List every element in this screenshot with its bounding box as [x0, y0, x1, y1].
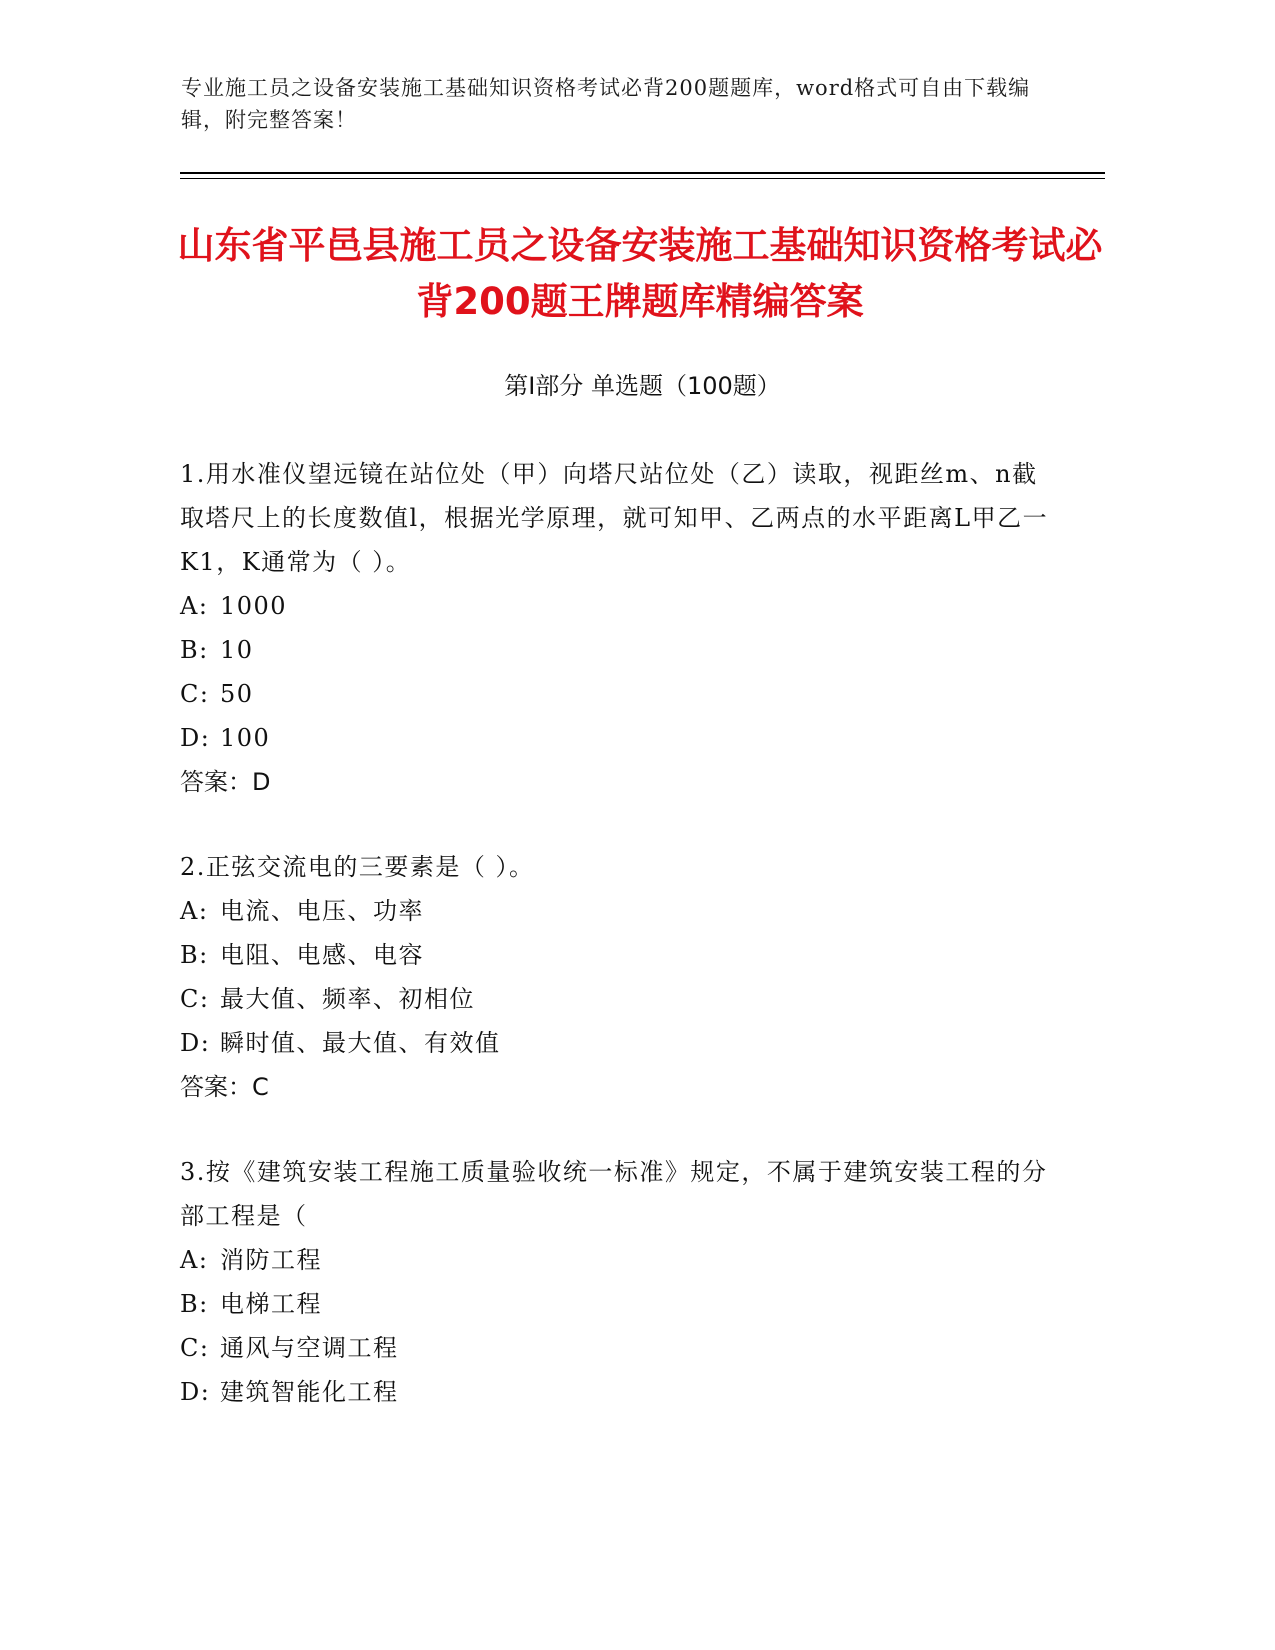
question-stem: 2.正弦交流电的三要素是（ ）。 [180, 853, 535, 881]
option-letter: B: [180, 636, 209, 664]
question-1 [180, 452, 1060, 804]
question-2 [180, 845, 1060, 1109]
option-a [180, 584, 1060, 628]
option-c [180, 1326, 1060, 1370]
option-text: 1000 [220, 592, 288, 620]
option-text: 10 [220, 636, 254, 664]
section-heading: 第Ⅰ部分 单选题（100题） [504, 372, 781, 400]
option-a [180, 889, 1060, 933]
option-letter: C: [180, 1334, 210, 1362]
option-text: 通风与空调工程 [220, 1334, 399, 1362]
option-text: 消防工程 [220, 1246, 322, 1274]
option-b [180, 933, 1060, 977]
option-letter: B: [180, 1290, 209, 1318]
option-c [180, 672, 1060, 716]
option-b [180, 1282, 1060, 1326]
option-text: 电流、电压、功率 [220, 897, 424, 925]
option-text: 电梯工程 [220, 1290, 322, 1318]
header-divider-thin [180, 178, 1105, 179]
option-text: 电阻、电感、电容 [220, 941, 424, 969]
option-a [180, 1238, 1060, 1282]
option-text: 100 [220, 724, 271, 752]
header-note: 专业施工员之设备安装施工基础知识资格考试必背200题题库，word格式可自由下载编辑，附完整答案！ [181, 76, 1031, 132]
option-letter: D: [180, 724, 211, 752]
option-d [180, 1021, 1060, 1065]
option-letter: A: [180, 1246, 209, 1274]
answer-line: 答案：C [180, 1073, 269, 1101]
header-divider-thick [180, 172, 1105, 174]
option-text: 建筑智能化工程 [220, 1378, 399, 1406]
option-text: 最大值、频率、初相位 [220, 985, 475, 1013]
question-stem: 1.用水准仪望远镜在站位处（甲）向塔尺站位处（乙）读取，视距丝m、n截取塔尺上的长度数值l，根据光学原理，就可知甲、乙两点的水平距离L甲乙一K1，K通常为（ ）。 [180, 460, 1049, 576]
option-letter: D: [180, 1378, 211, 1406]
option-b [180, 628, 1060, 672]
option-text: 50 [220, 680, 254, 708]
question-stem: 3.按《建筑安装工程施工质量验收统一标准》规定，不属于建筑安装工程的分部工程是（ [180, 1158, 1048, 1230]
option-letter: A: [180, 592, 209, 620]
question-3 [180, 1150, 1060, 1414]
option-letter: D: [180, 1029, 211, 1057]
option-letter: C: [180, 680, 210, 708]
option-letter: C: [180, 985, 210, 1013]
answer-line: 答案：D [180, 768, 271, 796]
option-d [180, 716, 1060, 760]
document-title: 山东省平邑县施工员之设备安装施工基础知识资格考试必背200题王牌题库精编答案 [177, 224, 1103, 323]
option-letter: B: [180, 941, 209, 969]
option-text: 瞬时值、最大值、有效值 [220, 1029, 501, 1057]
option-c [180, 977, 1060, 1021]
option-letter: A: [180, 897, 209, 925]
option-d [180, 1370, 1060, 1414]
question-list [180, 452, 1060, 1455]
